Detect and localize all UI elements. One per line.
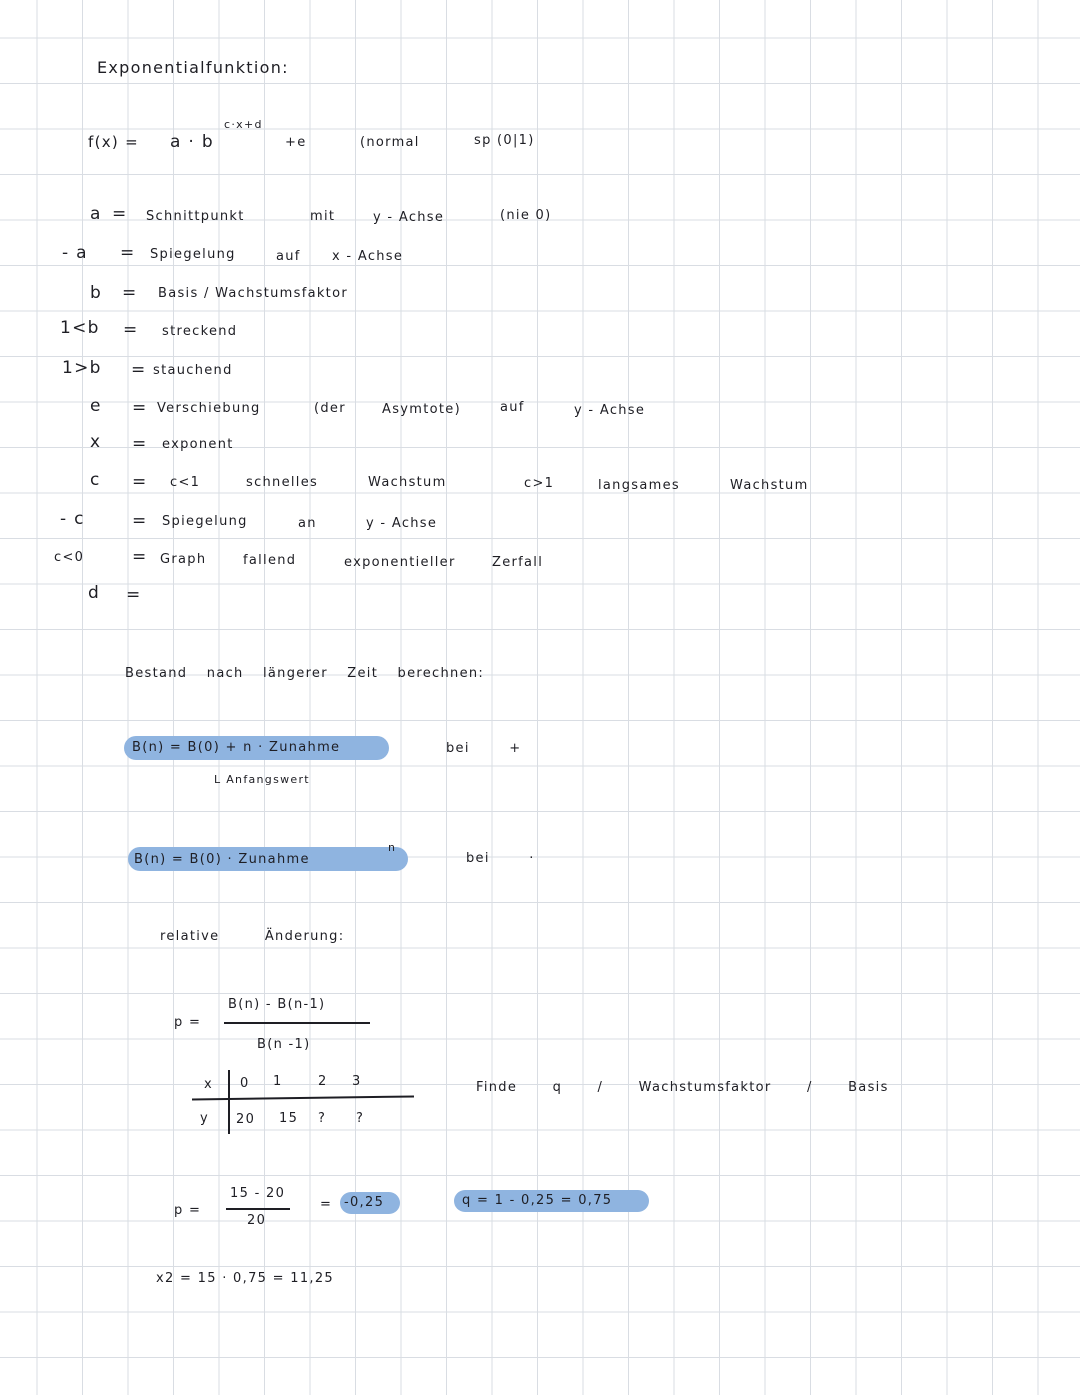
param-key: b xyxy=(90,283,103,303)
formula-plus: +e xyxy=(285,135,307,150)
formula-note: (normal xyxy=(360,135,420,150)
fraction2-denominator: 20 xyxy=(247,1213,267,1228)
table-y-value: ? xyxy=(318,1111,327,1126)
param-text: langsames xyxy=(598,478,680,493)
param-text: Verschiebung xyxy=(157,401,261,416)
table-y-value: ? xyxy=(356,1111,365,1126)
param-key: c xyxy=(90,470,101,490)
param-text: c<1 xyxy=(170,475,201,490)
fraction2-numerator: 15 - 20 xyxy=(230,1186,286,1201)
table-x-label: x xyxy=(204,1077,213,1092)
table-x-value: 3 xyxy=(352,1074,362,1089)
param-eq: = xyxy=(132,398,148,418)
param-key: 1>b xyxy=(62,358,102,378)
param-text: Spiegelung xyxy=(150,247,236,262)
table-x-value: 2 xyxy=(318,1074,328,1089)
formula-linear: B(n) = B(0) + n · Zunahme xyxy=(132,740,341,755)
param-text: exponentieller xyxy=(344,555,456,570)
param-text: exponent xyxy=(162,437,234,452)
param-key: - c xyxy=(60,509,85,529)
param-text: schnelles xyxy=(246,475,319,490)
x2-calculation: x2 = 15 · 0,75 = 11,25 xyxy=(156,1271,334,1286)
fraction2-bar xyxy=(226,1208,290,1210)
table-y-label: y xyxy=(200,1111,209,1126)
param-text: mit xyxy=(310,209,336,224)
param-text: Basis / Wachstumsfaktor xyxy=(158,286,348,301)
param-key: 1<b xyxy=(60,318,100,338)
param-text: auf xyxy=(276,249,301,264)
exponential-note: bei · xyxy=(466,851,535,866)
param-key: e xyxy=(90,396,102,416)
bestand-heading: Bestand nach längerer Zeit berechnen: xyxy=(125,666,485,681)
formula-sp: sp (0|1) xyxy=(474,133,535,148)
finde-note: Finde q / Wachstumsfaktor / Basis xyxy=(476,1080,889,1095)
param-key: d xyxy=(88,583,101,603)
param-text: auf xyxy=(500,400,525,415)
param-eq: = xyxy=(132,434,148,454)
formula-lhs: f(x) = xyxy=(88,133,139,151)
formula-exponent: c·x+d xyxy=(224,118,263,131)
param-text: streckend xyxy=(162,324,238,339)
param-key: c<0 xyxy=(54,550,85,565)
fraction-denominator: B(n -1) xyxy=(257,1037,311,1052)
param-text: (nie 0) xyxy=(500,208,552,223)
param-text: Graph xyxy=(160,552,207,567)
param-text: x - Achse xyxy=(332,249,404,264)
param-text: Asymtote) xyxy=(382,402,461,417)
param-text: (der xyxy=(314,401,346,416)
page-title: Exponentialfunktion: xyxy=(97,58,289,77)
table-y-value: 15 xyxy=(279,1111,299,1126)
param-text: Schnittpunkt xyxy=(146,209,245,224)
result-eq: = xyxy=(320,1197,333,1212)
param-eq: = xyxy=(123,320,139,340)
param-key: a xyxy=(90,204,102,224)
param-text: y - Achse xyxy=(574,403,646,418)
table-divider-vertical xyxy=(228,1070,230,1134)
relative-heading: relative Änderung: xyxy=(160,929,345,944)
formula-exponential: B(n) = B(0) · Zunahme xyxy=(134,852,310,867)
param-eq: = xyxy=(122,283,138,303)
param-text: Zerfall xyxy=(492,555,544,570)
param-eq: = xyxy=(132,472,148,492)
param-text: c>1 xyxy=(524,476,555,491)
p-label: p = xyxy=(174,1015,202,1030)
param-eq: = xyxy=(131,360,147,380)
formula-base: a · b xyxy=(170,132,214,152)
param-eq: = xyxy=(132,511,148,531)
param-text: y - Achse xyxy=(373,210,445,225)
param-eq: = xyxy=(120,243,136,263)
table-y-value: 20 xyxy=(236,1112,256,1127)
result-value: -0,25 xyxy=(344,1195,385,1210)
table-x-value: 1 xyxy=(273,1074,283,1089)
param-text: Wachstum xyxy=(368,475,447,490)
param-text: Wachstum xyxy=(730,478,809,493)
table-x-value: 0 xyxy=(240,1076,250,1091)
anfangswert-note: L Anfangswert xyxy=(214,773,310,786)
param-key: x xyxy=(90,432,102,452)
q-formula: q = 1 - 0,25 = 0,75 xyxy=(462,1193,613,1208)
param-text: Spiegelung xyxy=(162,514,248,529)
param-text: stauchend xyxy=(153,363,233,378)
param-eq: = xyxy=(112,204,128,224)
param-text: y - Achse xyxy=(366,516,438,531)
fraction-numerator: B(n) - B(n-1) xyxy=(228,997,326,1012)
param-key: - a xyxy=(62,243,88,263)
p2-label: p = xyxy=(174,1203,202,1218)
param-eq: = xyxy=(126,585,142,605)
fraction-bar xyxy=(224,1022,370,1024)
formula-exponential-power: n xyxy=(388,841,397,854)
table-divider-horizontal xyxy=(192,1095,414,1100)
linear-note: bei + xyxy=(446,741,522,756)
param-text: an xyxy=(298,516,317,531)
param-text: fallend xyxy=(243,553,297,568)
param-eq: = xyxy=(132,547,148,567)
